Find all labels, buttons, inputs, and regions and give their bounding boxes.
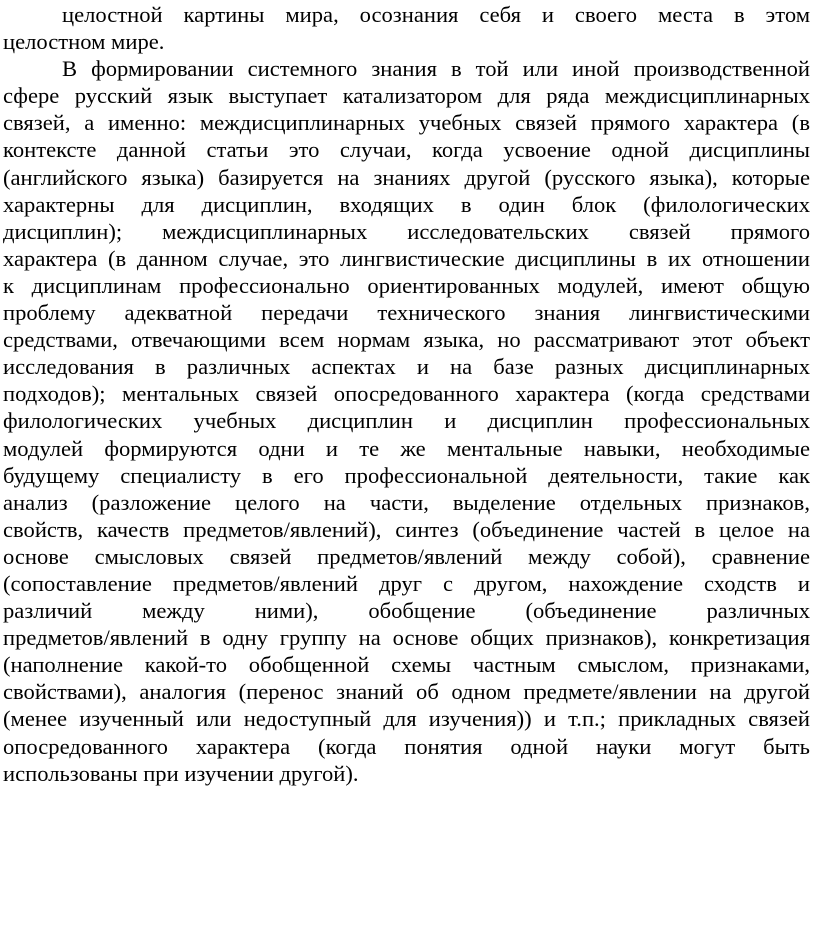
paragraph-line: связей, а именно: междисциплинарных учебных связей прямого характера (в [3, 110, 810, 136]
paragraph-line: средствами, отвечающими всем нормам языка, но рассматривают этот объект [3, 327, 810, 353]
paragraph-line: проблему адекватной передачи технического знания лингвистическими [3, 300, 810, 326]
paragraph-line: различий между ними), обобщение (объединение различных [3, 598, 810, 624]
paragraph-line: контексте данной статьи это случаи, когда усвоение одной дисциплины [3, 137, 810, 163]
paragraph-2 [3, 55, 810, 787]
paragraph-line: характерны для дисциплин, входящих в один блок (филологических [3, 191, 810, 217]
paragraph-line: анализ (разложение целого на части, выделение отдельных признаков, [3, 489, 810, 515]
paragraph-line: целостном мире. [3, 29, 165, 55]
paragraph-1 [3, 1, 810, 55]
paragraph-line: к дисциплинам профессионально ориентированных модулей, имеют общую [3, 272, 810, 298]
paragraph-line: предметов/явлений в одну группу на основе общих признаков), конкретизация [3, 625, 810, 651]
paragraph-line: модулей формируются одни и те же ментальные навыки, необходимые [3, 435, 810, 461]
paragraph-line: филологических учебных дисциплин и дисциплин профессиональных [3, 408, 810, 434]
paragraph-line: сфере русский язык выступает катализатором для ряда междисциплинарных [3, 83, 810, 109]
paragraph-line: (наполнение какой-то обобщенной схемы частным смыслом, признаками, [3, 652, 810, 678]
paragraph-line: подходов); ментальных связей опосредованного характера (когда средствами [3, 381, 810, 407]
paragraph-line: исследования в различных аспектах и на базе разных дисциплинарных [3, 354, 810, 380]
paragraph-line: основе смысловых связей предметов/явлений между собой), сравнение [3, 543, 810, 569]
paragraph-line: будущему специалисту в его профессиональной деятельности, такие как [3, 462, 810, 488]
paragraph-line: свойств, качеств предметов/явлений), синтез (объединение частей в целое на [3, 516, 810, 542]
paragraph-line: целостной картины мира, осознания себя и своего места в этом [62, 2, 810, 27]
paragraph-line: характера (в данном случае, это лингвистические дисциплины в их отношении [3, 245, 810, 271]
paragraph-line: (сопоставление предметов/явлений друг с другом, нахождение сходств и [3, 570, 810, 596]
paragraph-line: дисциплин); междисциплинарных исследовательских связей прямого [3, 218, 810, 244]
paragraph-line: свойствами), аналогия (перенос знаний об одном предмете/явлении на другой [3, 679, 810, 705]
paragraph-line: (менее изученный или недоступный для изучения)) и т.п.; прикладных связей [3, 706, 810, 732]
paragraph-line: использованы при изучении другой). [3, 760, 359, 786]
paragraph-line: В формировании системного знания в той или иной производственной [62, 56, 810, 82]
paragraph-line: (английского языка) базируется на знаниях другой (русского языка), которые [3, 164, 810, 190]
paragraph-line: опосредованного характера (когда понятия одной науки могут быть [3, 733, 810, 759]
